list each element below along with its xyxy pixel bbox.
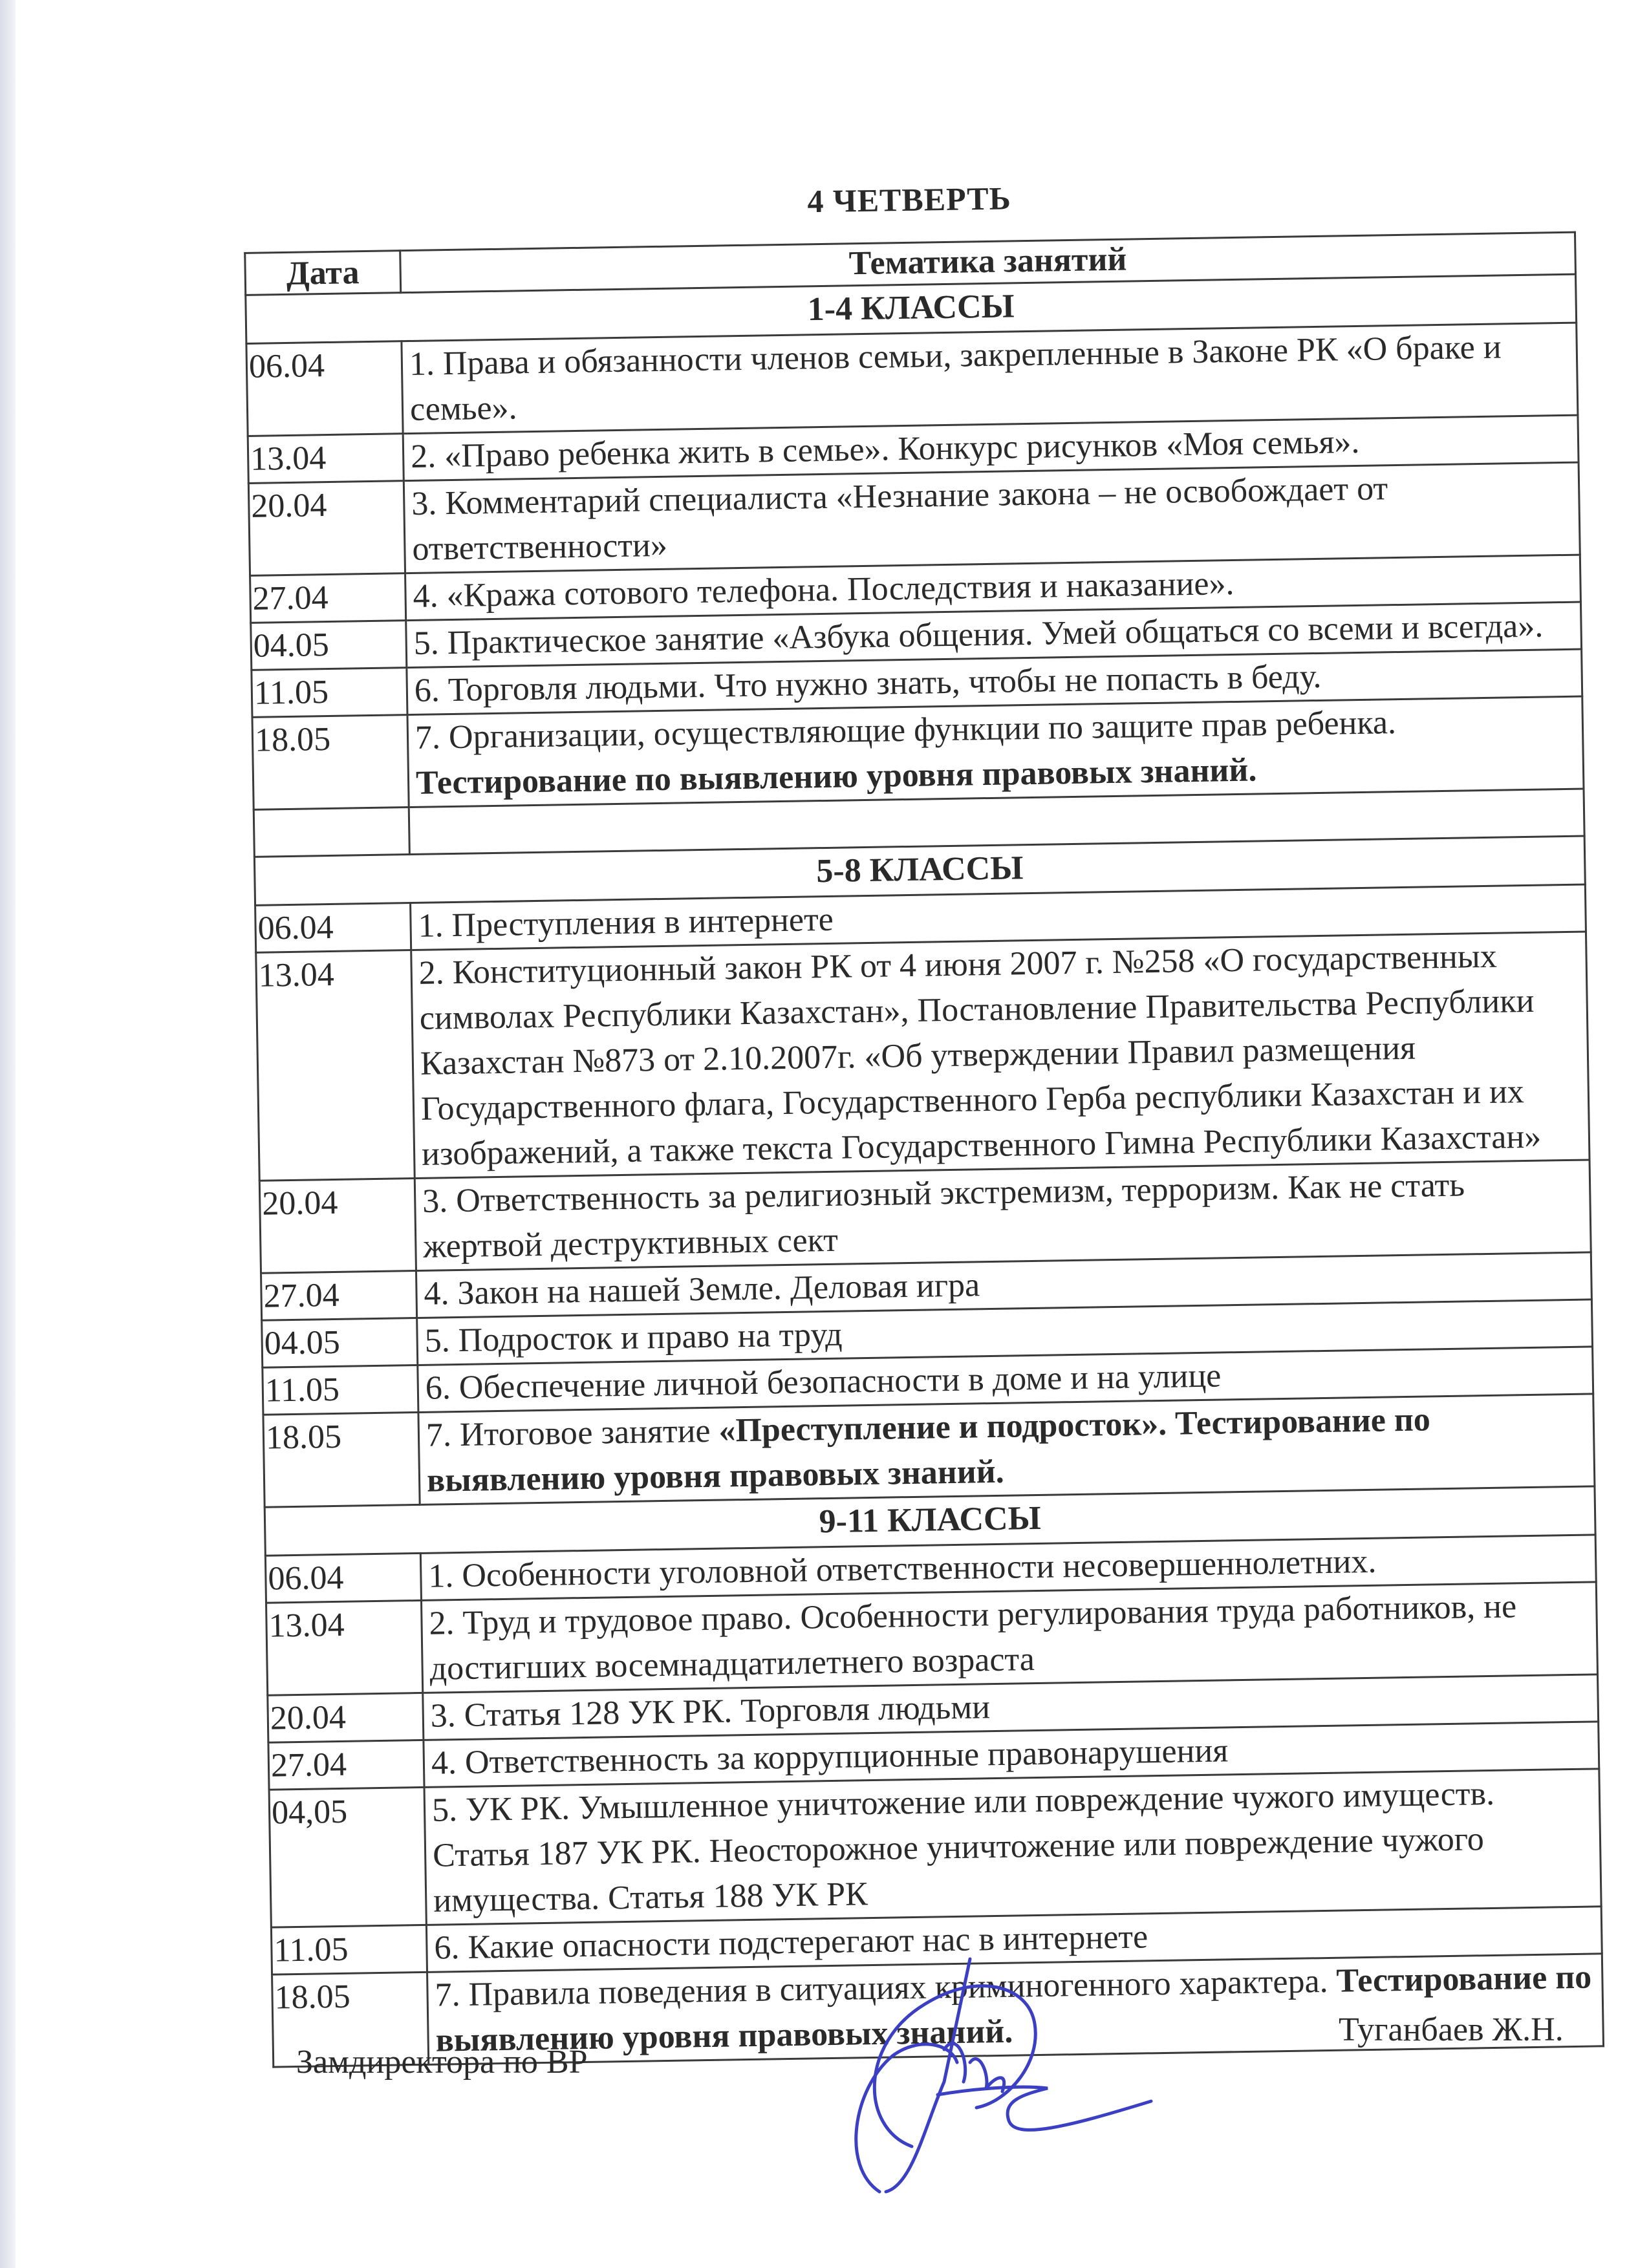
lesson-date: 04,05 xyxy=(269,1787,426,1927)
quarter-title: 4 ЧЕТВЕРТЬ xyxy=(807,180,1012,220)
lesson-topic xyxy=(402,323,1578,434)
lesson-topic xyxy=(404,462,1580,573)
lesson-topic-text: 3. Комментарий специалиста «Незнание закона – не освобождает от ответственности» xyxy=(411,470,1388,568)
schedule-body xyxy=(246,274,1604,2067)
lesson-topic-bold-text: Тестирование по выявлению уровня правовых знаний. xyxy=(435,1958,1592,2059)
lesson-topic-text: 7. Организации, осуществляющие функции по защите прав ребенка. xyxy=(415,704,1397,756)
lesson-date: 11.05 xyxy=(263,1365,418,1415)
lesson-date: 06.04 xyxy=(246,341,403,436)
lesson-date: 04.05 xyxy=(262,1318,418,1367)
lesson-topic-text: 2. «Право ребенка жить в семье». Конкурс рисунков «Моя семья». xyxy=(410,423,1360,475)
lesson-topic xyxy=(407,696,1584,808)
schedule-table xyxy=(244,231,1604,2068)
lesson-date: 11.05 xyxy=(271,1925,427,1974)
lesson-date: 13.04 xyxy=(256,950,415,1181)
table-row xyxy=(256,932,1590,1181)
lesson-date: 13.04 xyxy=(266,1600,423,1695)
lesson-topic-text: 7. Правила поведения в ситуациях криминогенного характера. xyxy=(435,1962,1337,2014)
signatory-role: Замдиректора по ВР xyxy=(296,2044,588,2081)
lesson-date: 06.04 xyxy=(265,1553,421,1603)
lesson-date: 18.05 xyxy=(272,1972,429,2067)
lesson-date: 27.04 xyxy=(261,1270,417,1320)
scan-edge-artifact xyxy=(0,0,16,2268)
lesson-date: 18.05 xyxy=(252,715,409,810)
lesson-date: 11.05 xyxy=(252,668,407,718)
lesson-topic-text: 1. Права и обязанности членов семьи, закрепленные в Законе РК «О браке и семье». xyxy=(409,328,1502,428)
lesson-topic xyxy=(415,1160,1591,1271)
empty-cell xyxy=(253,808,409,857)
lesson-topic xyxy=(411,932,1590,1178)
lesson-date: 06.04 xyxy=(255,903,411,953)
lesson-date: 20.04 xyxy=(259,1179,416,1274)
lesson-date: 27.04 xyxy=(268,1740,424,1790)
signatory-name: Туганбаев Ж.Н. xyxy=(1339,2011,1564,2048)
handwritten-signature xyxy=(763,1933,1255,2205)
lesson-topic-text: 3. Ответственность за религиозный экстремизм, терроризм. Как не стать жертвой деструктивных сект xyxy=(422,1166,1465,1265)
lesson-date: 13.04 xyxy=(248,434,404,484)
lesson-topic-text: 5. УК РК. Умышленное уничтожение или повреждение чужого имуществ. Статья 187 УК РК. Неосторожное уничтожение или повреждение чужого имущества. Статья 188 УК РК xyxy=(431,1775,1495,1920)
lesson-topic-text: 1. Преступления в интернете xyxy=(418,901,834,945)
lesson-topic-text: 2. Конституционный закон РК от 4 июня 2007 г. №258 «О государственных символах Республики Казахстан», Постановление Правительства Республики Казахстан №873 от 2.10.2007г. «Об утверждении Правил размещения Государственного флага, Государственного Герба республики Казахстан и их изображений, а также текста Государственного Гимна Республики Казахстан» xyxy=(418,937,1542,1173)
lesson-topic-bold-text: Тестирование по выявлению уровня правовых знаний. xyxy=(415,751,1257,802)
table-row xyxy=(269,1769,1601,1927)
lesson-topic xyxy=(421,1582,1597,1693)
lesson-topic-text: 6. Торговля людьми. Что нужно знать, чтобы не попасть в беду. xyxy=(414,658,1322,709)
header-date: Дата xyxy=(245,251,401,295)
section-title: 1-4 КЛАССЫ xyxy=(246,274,1577,343)
lesson-topic-text: 6. Какие опасности подстерегают нас в интернете xyxy=(433,1918,1148,1967)
header-topic: Тематика занятий xyxy=(400,232,1576,293)
lesson-topic-text: 4. Ответственность за коррупционные правонарушения xyxy=(431,1732,1229,1782)
lesson-date: 27.04 xyxy=(250,573,406,623)
lesson-date: 20.04 xyxy=(248,481,405,576)
lesson-topic-text: 5. Подросток и право на труд xyxy=(424,1316,843,1360)
lesson-topic xyxy=(424,1769,1601,1925)
document-page xyxy=(242,141,1604,2068)
lesson-date: 18.05 xyxy=(263,1412,420,1507)
lesson-date: 20.04 xyxy=(268,1693,424,1742)
section-title: 9-11 КЛАССЫ xyxy=(264,1486,1595,1556)
lesson-topic-text: 3. Статья 128 УК РК. Торговля людьми xyxy=(430,1689,991,1735)
lesson-topic-text: 5. Практическое занятие «Азбука общения. Умей общаться со всеми и всегда». xyxy=(413,607,1544,662)
lesson-topic-text: 4. «Кража сотового телефона. Последствия и наказание». xyxy=(413,564,1234,615)
lesson-topic-text: 7. Итоговое занятие xyxy=(426,1412,719,1454)
lesson-topic-text: 4. Закон на нашей Земле. Деловая игра xyxy=(424,1267,980,1312)
lesson-topic-text: 6. Обеспечение личной безопасности в доме и на улице xyxy=(425,1357,1222,1407)
lesson-topic xyxy=(418,1394,1595,1505)
lesson-date: 04.05 xyxy=(251,621,407,670)
section-title: 5-8 КЛАССЫ xyxy=(254,836,1585,905)
lesson-topic-text: 2. Труд и трудовое право. Особенности регулирования труда работников, не достигших восемнадцатилетнего возраста xyxy=(429,1588,1517,1687)
lesson-topic-text: 1. Особенности уголовной ответственности несовершеннолетних. xyxy=(427,1543,1377,1595)
lesson-topic-bold-text: «Преступление и подросток». Тестирование по выявлению уровня правовых знаний. xyxy=(426,1401,1431,1499)
